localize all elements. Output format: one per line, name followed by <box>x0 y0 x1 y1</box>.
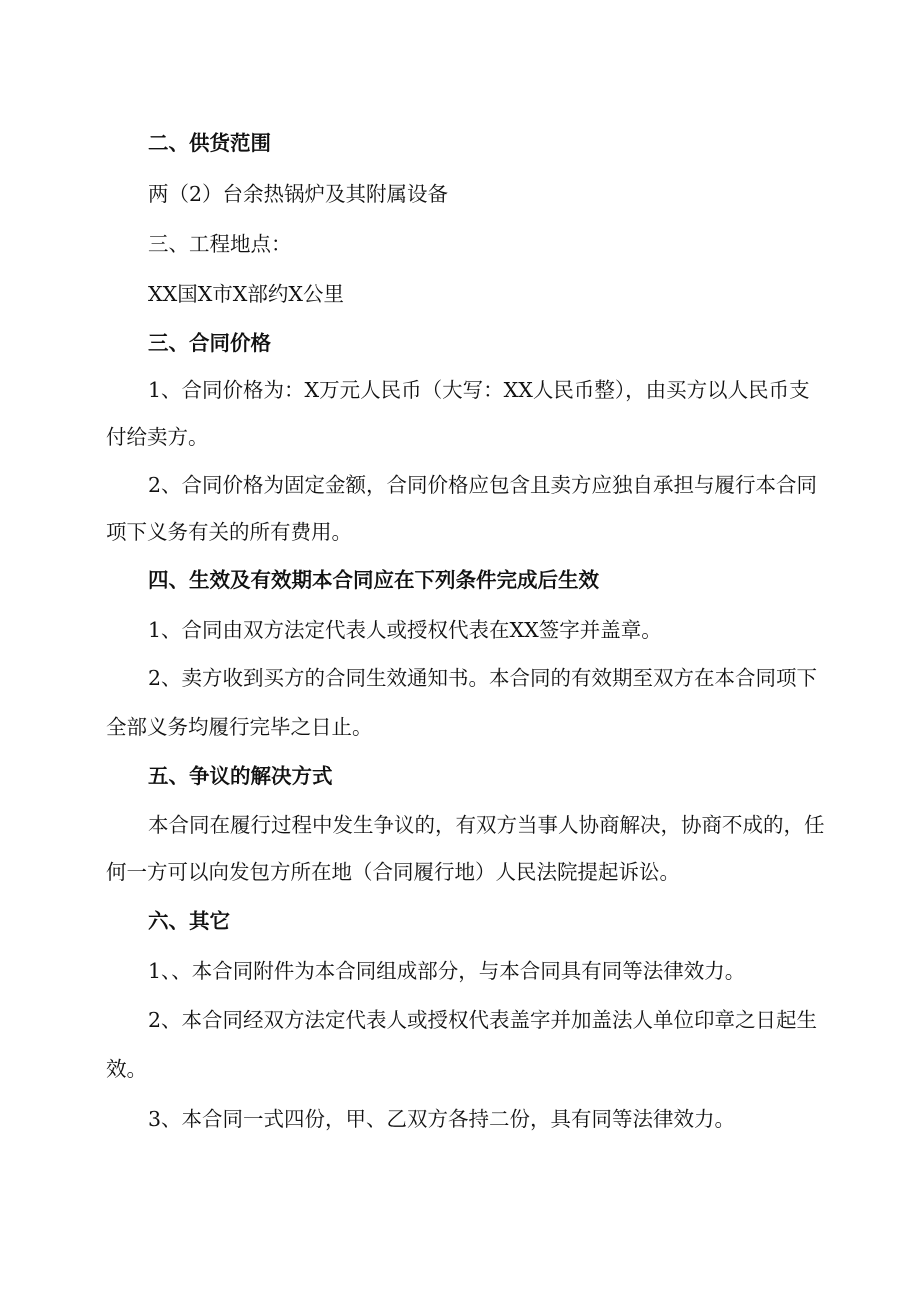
price-clause-1-line-2: 付给卖方。 <box>106 425 209 449</box>
other-clause-2-line-1: 2、本合同经双方法定代表人或授权代表盖字并加盖法人单位印章之日起生 <box>148 1008 818 1032</box>
other-clause-1: 1、、本合同附件为本合同组成部分，与本合同具有同等法律效力。 <box>148 959 746 983</box>
dispute-text-line-2: 何一方可以向发包方所在地（合同履行地）人民法院提起诉讼。 <box>106 860 680 884</box>
site-location-label: 三、工程地点： <box>148 232 292 256</box>
supply-scope-text: 两（2）台余热锅炉及其附属设备 <box>148 182 449 206</box>
section-heading-other: 六、其它 <box>148 909 230 933</box>
price-clause-1-line-1: 1、合同价格为：X万元人民币（大写：XX人民币整），由买方以人民币支 <box>148 378 810 402</box>
section-heading-contract-price: 三、合同价格 <box>148 331 271 355</box>
other-clause-3: 3、本合同一式四份，甲、乙双方各持二份，具有同等法律效力。 <box>148 1107 736 1131</box>
price-clause-2-line-2: 项下义务有关的所有费用。 <box>106 520 352 544</box>
price-clause-2-line-1: 2、合同价格为固定金额，合同价格应包含且卖方应独自承担与履行本合同 <box>148 473 818 497</box>
effect-clause-2-line-2: 全部义务均履行完毕之日止。 <box>106 715 373 739</box>
effect-clause-1: 1、合同由双方法定代表人或授权代表在XX签字并盖章。 <box>148 618 662 642</box>
effect-clause-2-line-1: 2、卖方收到买方的合同生效通知书。本合同的有效期至双方在本合同项下 <box>148 666 818 690</box>
dispute-text-line-1: 本合同在履行过程中发生争议的，有双方当事人协商解决，协商不成的，任 <box>148 813 825 837</box>
other-clause-2-line-2: 效。 <box>106 1057 147 1081</box>
section-heading-effectiveness: 四、生效及有效期本合同应在下列条件完成后生效 <box>148 568 599 592</box>
section-heading-supply-scope: 二、供货范围 <box>148 131 271 155</box>
section-heading-dispute-resolution: 五、争议的解决方式 <box>148 764 333 788</box>
site-location-text: XX国X市X部约X公里 <box>148 282 344 306</box>
